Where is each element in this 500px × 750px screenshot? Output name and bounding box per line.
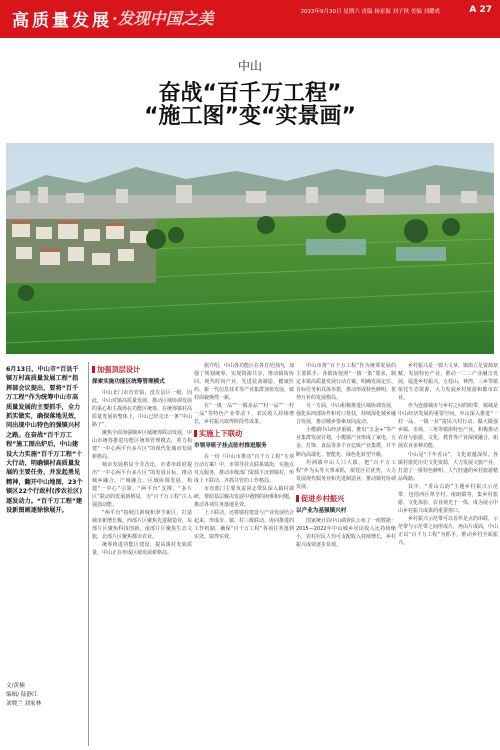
section-heading (194, 429, 294, 439)
headline-line-1: 奋战“百千万工程” (158, 81, 342, 106)
body-paragraph: 另一方面，中山积极推进区域协调发展，强化东西部协作和对口帮扶，持续深化城乡融合发展，推动城乡要素双向流动。 (296, 403, 397, 426)
body-column-2 (194, 362, 294, 541)
body-column-1 (92, 362, 192, 557)
column-title: 高质量发展 (12, 11, 112, 31)
lead-photo (6, 143, 494, 354)
intro-paragraph: 6月13日，中山市“百县千镇万村高质量发展工程”指挥部会议提出，要将“百千万工程”作为统筹中山市高质量发展的主要抓手，全力抓实做实，确保落地见效，同出现中山特色的强镇兴村之路。在奋战“百千万工程”施工图出炉后，中山建设大力实施“百千万工程”十大行动，明确镇村高质量发展的主要任务，并发起勇见精神，翻开中山地图，23个镇区22个行政村(涉农社区)逐发动力。“百千万工程”建设新图画逐徐徐展开。 (6, 366, 83, 515)
body-paragraph: 在一份《中山市推动“百千万工程”专项行动方案》中，市领导挂点联系镇街，实施点对点服务，推动市级部门资源下沉到镇村，形成上下联动、齐抓共管的工作格局。 (194, 453, 295, 485)
body-paragraph: 国家统计局中山调查队公布了一组数据：2015—2022年中山城乡居民收入比持续缩小，农村居民人均可支配收入持续增长，乡村振兴成效逐步显现。 (296, 518, 397, 549)
aerial-village-image (6, 143, 494, 354)
body-paragraph: 其中，“香山古韵”主题乡村振兴示范带，包括西区翠亨村、南朗镇等，集乡村旅游、文化体验、农业观光于一体，成为展示中山乡村振兴成果的重要窗口。 (398, 483, 499, 514)
body-paragraph: 坦洲镇中山人口大镇，把“百千万工程”作为头等大事来抓，依托区位优势，大力发展现代服务业和先进制造业，推动镇村协调发展。 (296, 459, 397, 490)
body-paragraph: 中山市将“百千万工程”作为统筹发展的主要抓手，各镇街按照“一镇一策”要求，制定本镇高质量发展行动方案，明确发展定位、目标任务和具体举措，推动形成特色鲜明、优势互补的发展格局。 (296, 363, 397, 402)
body-paragraph: 在“一镇一品”“一镇多品”“村一品”“一村一品”等特色产业带动下，农民收入持续增长，乡村振兴取得阶段性成果。 (194, 403, 294, 426)
header-slogan: ·发现中国之美 (112, 9, 214, 28)
body-paragraph: 中山北门市直管镇，没有县区一级，因此，中山对镇高质量发展，推动区域协调发展的重心和主战场在功能区统筹。在统筹镇村高质量发展的整体上，中山已经走出一条“中山路子”。 (92, 389, 193, 428)
byline-editor: 编辑/ 陆静江 (6, 692, 38, 698)
section-heading-text: 加强顶层设计 (97, 365, 141, 374)
body-paragraph: 统筹推进功能区建设，提高镇村发展质量，中山正在形成区域发展新格局。 (92, 542, 192, 557)
section-subtitle: 市领导班子挂点驻村推进服务 (194, 443, 267, 450)
section-heading (92, 365, 192, 375)
body-paragraph: “两平台”指岐江新城和翠亨新区，打造城市新增长极。西部片区聚焦先进制造业，东部片区聚焦科技创新，南部片区聚焦生态文旅，北部片区聚焦都市农业。 (92, 510, 193, 541)
headline-kicker: 中山 (237, 59, 262, 73)
body-paragraph: 据介绍，中山各功能区在各自范围内，加强了规划统筹，实现资源共享，推动镇街协同。现代时尚产业、先进装备制造、健康医药、新一代信息技术等产业集群加快发展，镇村面貌焕然一新。 (194, 363, 295, 402)
section-heading-text: 实施上下联动 (199, 429, 243, 439)
body-paragraph: 聚焦全面加强城乡区域统筹联动发展，中山市统筹推进功能区统筹管理模式，着力构建“一中心两平台多片区”的现代化城市发展新格局。 (92, 429, 193, 460)
body-column-3 (296, 362, 396, 549)
page-number: A 27 (469, 5, 492, 15)
body-paragraph: 中山是“千年香山”，文化底蕴深厚。各镇村依托历史文化资源，大力发展文旅产业，打造了一批特色鲜明、人气旺盛的乡村旅游精品线路。 (398, 451, 499, 482)
heading-marker (194, 430, 197, 437)
heading-marker (92, 366, 95, 373)
body-paragraph: 小榄镇中山经济重镇，推出“五金+”等产业集群发展计划，小榄镇产业形成了家电、五金、灯饰、食品等多个百亿级产业集群，并不断向高端化、智能化、绿色化转型升级。 (296, 427, 397, 458)
body-paragraph: 城市发展格局今非昔比。市委市政府提出“一中心两平台多片区”的发展目标，推动城乡融合、产城融合、区域协调发展，构建“一中心”引领、“两平台”支撑、“多片区”联动的发展新格局，为“百千万工程”注入强劲动能。 (92, 461, 192, 509)
body-paragraph: 乡村振兴是一篇大文章，镇街立足资源禀赋，发展特色产业，推动一二三产业融合发展，促进乡村振兴。五桂山、神湾、三乡等镇依托生态资源，大力发展乡村旅游和都市农业。 (398, 363, 499, 402)
section-heading-text: 促进乡村振兴 (301, 493, 345, 503)
byline-designer: 刘晓兰 刘家林 (6, 701, 42, 707)
byline (6, 682, 84, 709)
headline-line-2: “施工图”变“实景画” (144, 104, 356, 129)
body-paragraph: 乡村振兴示范带可以看作是点的串联，示范带与示范带之间形成片，再由片成面，中山正以“百千万工程”为抓手，推动乡村全面振兴。 (398, 515, 499, 547)
header-date: 2023年9月30日 星期六 责编 杨家振 刘子秋 美编 刘耀成 (300, 9, 440, 15)
body-paragraph: 上下联动，还将镇村建设与产业发展结合起来，形成市、镇、村三级联动、协同推进的工作机制，确保“百千万工程”各项任务落到实处、取得实效。 (194, 510, 295, 541)
body-column-4 (398, 362, 498, 547)
section-header (0, 0, 500, 38)
section-heading (296, 494, 396, 504)
section-subtitle: 探索实施功能区统筹管理模式 (92, 379, 165, 385)
byline-author: 文/黄楠 (6, 683, 25, 689)
body-paragraph: 市直部门主要负责同志带队深入镇村调研，帮助基层解决发展中遇到的困难和问题，推动各项任务落地见效。 (194, 486, 295, 509)
body-paragraph: 作为连接城市与乡村之间的纽带，镇域是中山经济发展的重要空间。中山深入推进“一村一品、一镇一业”富民兴村行动，做大做强乡镇、市场、三角等镇街特色产业，积极推动农业与旅游、文化、教育等产业深度融合，拓展农业多种功能。 (398, 403, 499, 450)
heading-marker (296, 495, 299, 502)
column-divider (88, 362, 89, 746)
section-subtitle: 以产业为基强镇兴村 (296, 507, 347, 514)
